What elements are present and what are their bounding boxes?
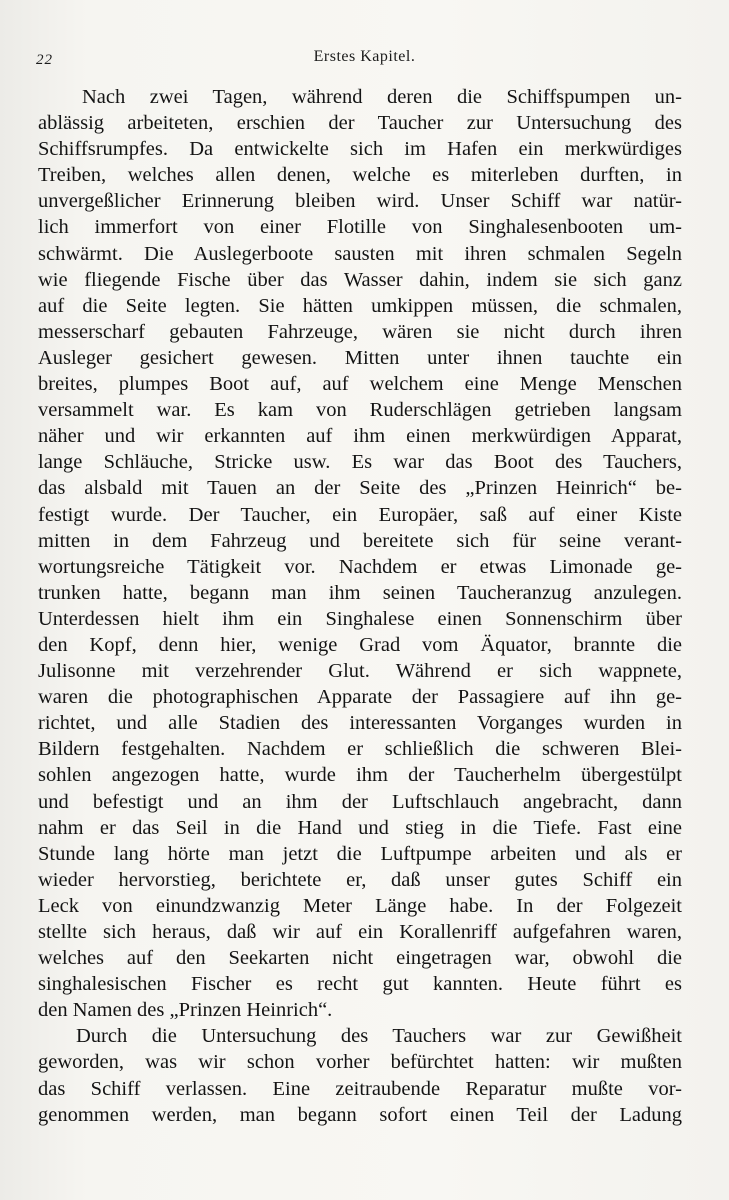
text-line: singhalesischen Fischer es recht gut kannten. Heute führt es [38, 973, 682, 996]
text-line: Bildern festgehalten. Nachdem er schließlich die schweren Blei- [38, 738, 682, 761]
text-line: genommen werden, man begann sofort einen Teil der Ladung [38, 1103, 682, 1126]
text-line: den Namen des „Prinzen Heinrich“. [38, 999, 333, 1022]
text-line: und befestigt und an ihm der Luftschlauch angebracht, dann [38, 790, 682, 813]
running-head: Erstes Kapitel. [313, 48, 416, 65]
text-line: Nach zwei Tagen, während deren die Schiffspumpen un- [82, 86, 682, 108]
text-line: Unterdessen hielt ihm ein Singhalese einen Sonnenschirm über [38, 607, 682, 630]
text-line: sohlen angezogen hatte, wurde ihm der Taucherhelm übergestülpt [38, 764, 682, 787]
text-line: versammelt war. Es kam von Ruderschlägen getrieben langsam [38, 399, 682, 422]
text-line: auf die Seite legten. Sie hätten umkippen müssen, die schmalen, [38, 294, 682, 317]
text-line: welches auf den Seekarten nicht eingetragen war, obwohl die [38, 947, 682, 970]
text-line: das Schiff verlassen. Eine zeitraubende Reparatur mußte vor- [38, 1077, 682, 1100]
text-line: richtet, und alle Stadien des interessanten Vorganges wurden in [38, 712, 682, 735]
text-line: den Kopf, denn hier, wenige Grad vom Äquator, brannte die [38, 633, 682, 656]
text-line: Leck von einundzwanzig Meter Länge habe. In der Folgezeit [38, 894, 682, 917]
text-line: trunken hatte, begann man ihm seinen Taucheranzug anzulegen. [38, 581, 682, 604]
text-line: mitten in dem Fahrzeug und bereitete sich für seine verant- [38, 529, 682, 552]
text-line: Stunde lang hörte man jetzt die Luftpumpe arbeiten und als er [38, 842, 682, 865]
text-line: Durch die Untersuchung des Tauchers war zur Gewißheit [76, 1025, 682, 1048]
text-line: waren die photographischen Apparate der Passagiere auf ihn ge- [38, 686, 682, 709]
text-line: schwärmt. Die Auslegerboote sausten mit ihren schmalen Segeln [38, 242, 682, 265]
text-line: wie fliegende Fische über das Wasser dahin, indem sie sich ganz [38, 268, 682, 291]
text-line: nahm er das Seil in die Hand und stieg in die Tiefe. Fast eine [38, 816, 682, 839]
text-line: messerscharf gebauten Fahrzeuge, wären sie nicht durch ihren [38, 320, 682, 343]
text-line: lich immerfort von einer Flotille von Singhalesenbooten um- [38, 216, 682, 239]
text-line: wortungsreiche Tätigkeit vor. Nachdem er etwas Limonade ge- [38, 555, 682, 578]
text-line: näher und wir erkannten auf ihm einen merkwürdigen Apparat, [38, 425, 682, 448]
body-text [38, 84, 682, 1128]
text-line: Treiben, welches allen denen, welche es miterleben durften, in [38, 164, 682, 187]
text-line: ablässig arbeiteten, erschien der Taucher zur Untersuchung des [38, 112, 682, 135]
text-line: lange Schläuche, Stricke usw. Es war das Boot des Tauchers, [38, 451, 682, 474]
text-line: Schiffsrumpfes. Da entwickelte sich im Hafen ein merkwürdiges [38, 138, 682, 161]
text-line: das alsbald mit Tauen an der Seite des „Prinzen Heinrich“ be- [38, 477, 682, 500]
text-line: breites, plumpes Boot auf, auf welchem eine Menge Menschen [38, 373, 682, 396]
text-line: unvergeßlicher Erinnerung bleiben wird. Unser Schiff war natür- [38, 190, 682, 213]
text-line: festigt wurde. Der Taucher, ein Europäer, saß auf einer Kiste [38, 503, 682, 526]
text-line: geworden, was wir schon vorher befürchtet hatten: wir mußten [38, 1051, 682, 1074]
text-line: wieder hervorstieg, berichtete er, daß unser gutes Schiff ein [38, 868, 682, 891]
text-line: stellte sich heraus, daß wir auf ein Korallenriff aufgefahren waren, [38, 921, 682, 943]
page-number: 22 [36, 52, 53, 68]
text-line: Ausleger gesichert gewesen. Mitten unter ihnen tauchte ein [38, 346, 682, 369]
text-line: Julisonne mit verzehrender Glut. Während er sich wappnete, [38, 660, 682, 683]
page-header [36, 48, 693, 72]
